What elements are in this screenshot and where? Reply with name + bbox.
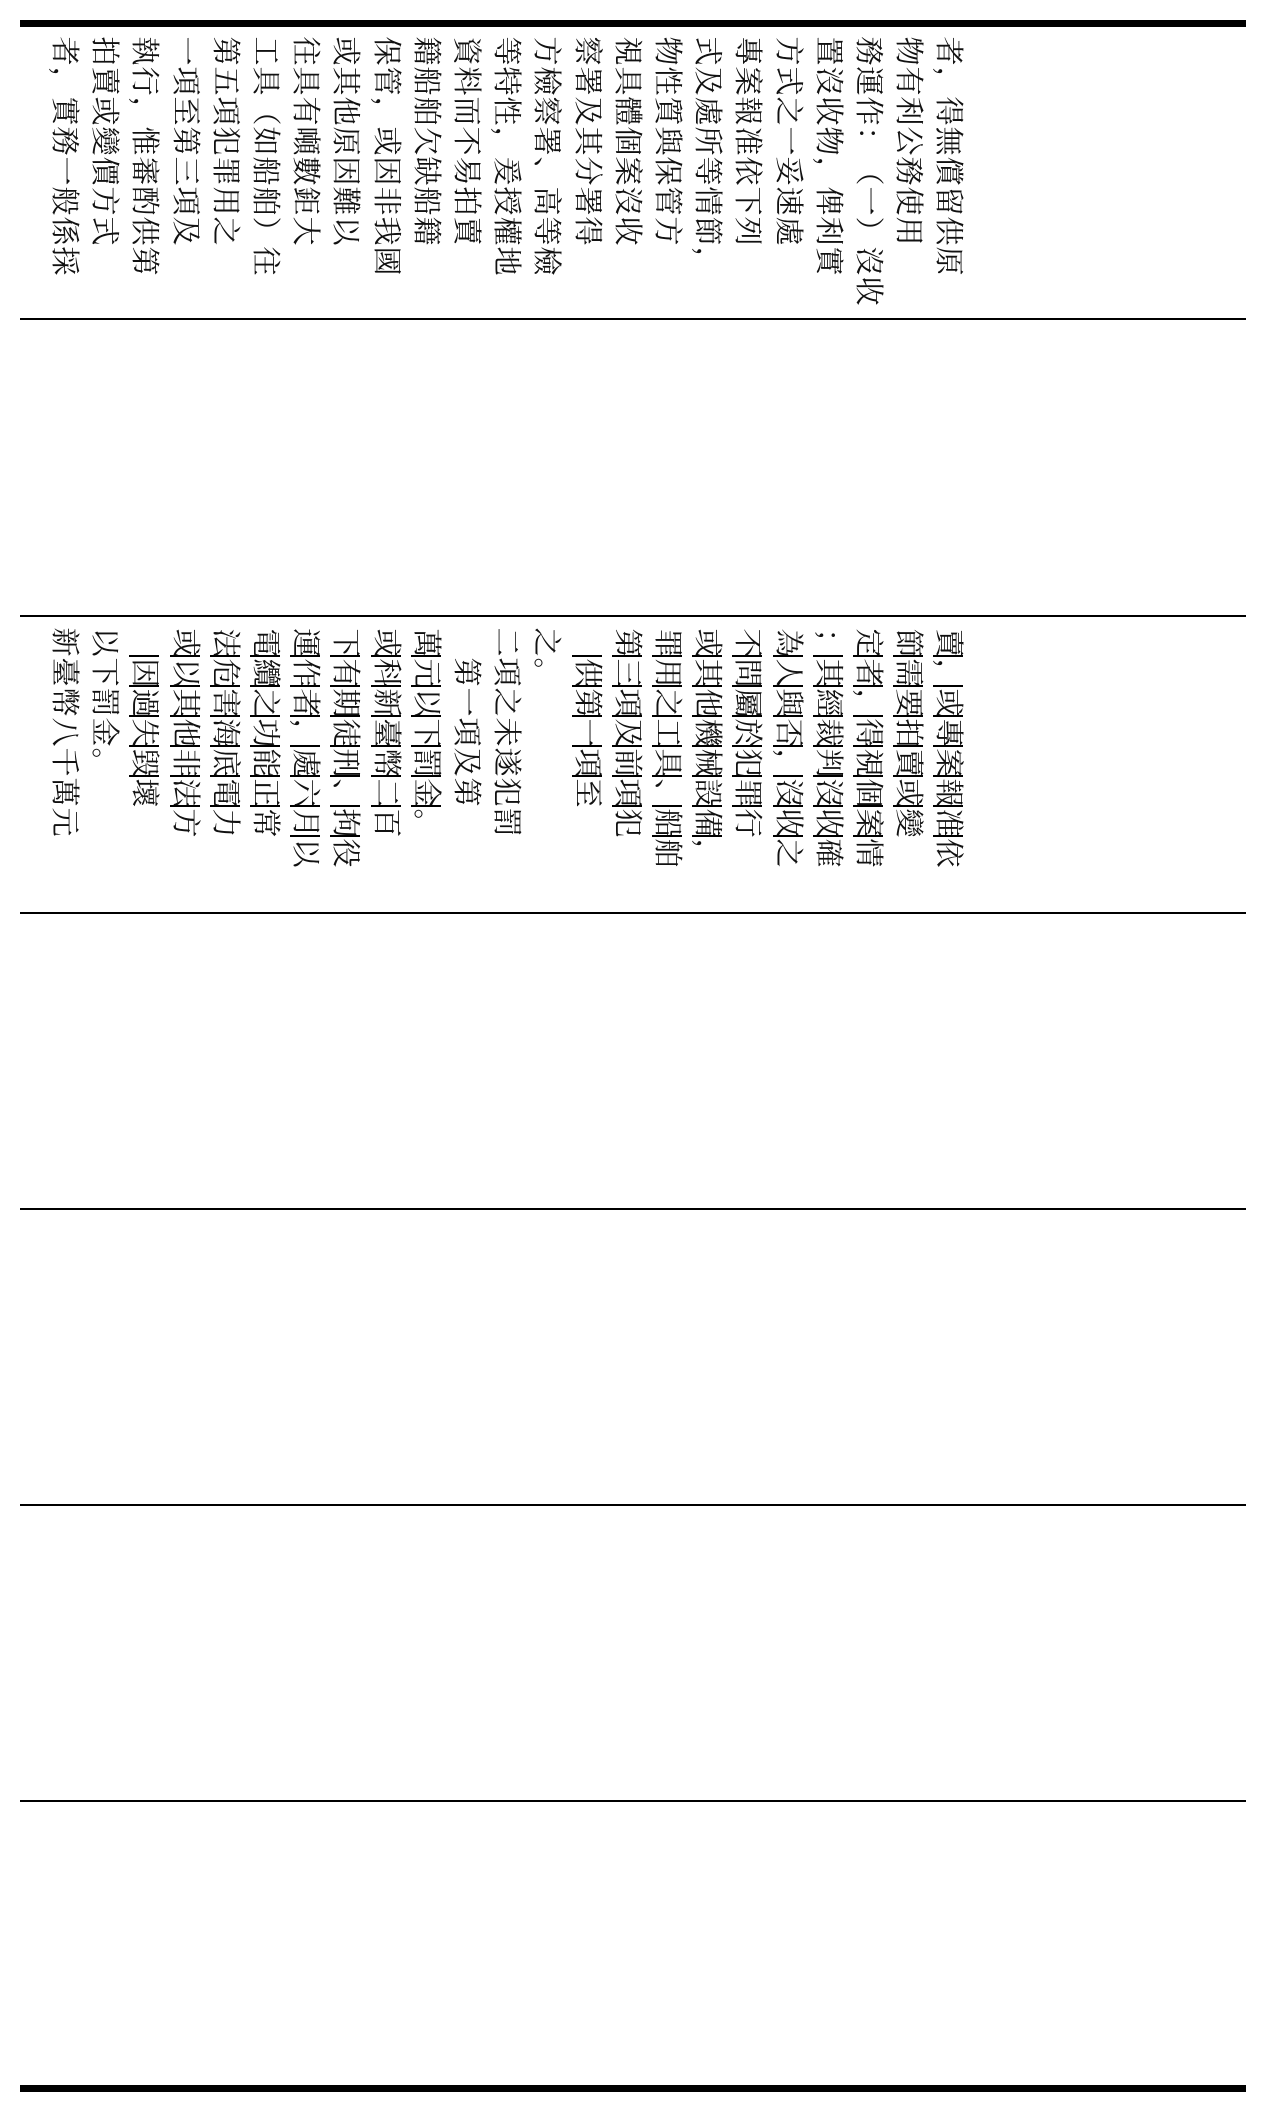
text-column: 物 有 利 公 務 使 用: [892, 36, 927, 246]
row-2-cell: [44, 330, 1240, 606]
text-column: 定 者 ， 得 視 個 案 情: [848, 627, 888, 867]
text-column: 電 纜 之 功 能 正 常: [245, 627, 285, 837]
row-4-cell: [44, 924, 1240, 1200]
text-column: 式 及 處 所 等 情 節 ，: [691, 36, 726, 276]
text-column: 等 特 性 ， 爰 授 權 地: [490, 36, 525, 276]
text-column: 第 五 項 犯 罪 用 之: [208, 36, 243, 246]
row-divider: [20, 1208, 1246, 1210]
text-column: 者 ， 得 無 償 留 供 原: [932, 36, 967, 276]
text-column: 方 檢 察 署 、 高 等 檢: [530, 36, 565, 276]
row-3-cell: [44, 627, 1240, 903]
text-column: 下 有 期 徒 刑 、 拘 役: [325, 627, 365, 867]
row-divider: [20, 615, 1246, 617]
text-column: 節 需 要 拍 賣 或 變: [888, 627, 928, 837]
text-column: 者 ， 實 務 一 般 係 採: [48, 36, 82, 276]
text-column: 專 案 報 准 依 下 列: [731, 36, 766, 246]
text-column: 籍 船 舶 欠 缺 船 籍: [409, 36, 444, 246]
text-column: 不 問 屬 於 犯 罪 行: [727, 627, 767, 837]
row-5-cell: [44, 1220, 1240, 1496]
text-column: 往 具 有 噸 數 鉅 大: [289, 36, 324, 246]
text-column: 或 以 其 他 非 法 方: [165, 627, 205, 837]
text-column: 為 人 與 否 ， 沒 收 之: [768, 627, 808, 867]
text-column: 保 管 ， 或 因 非 我 國: [369, 36, 404, 276]
text-column: 務 運 作 ： （ 一 ） 沒 收: [852, 36, 886, 306]
row-divider: [20, 318, 1246, 320]
bottom-border-line: [20, 2085, 1246, 2092]
text-column: 以 下 罰 金 。: [88, 627, 123, 777]
text-column: 法 危 害 海 底 電 力: [205, 627, 245, 837]
text-column: 視 具 體 個 案 沒 收: [610, 36, 645, 246]
text-column: 拍 賣 或 變 價 方 式: [88, 36, 123, 246]
text-column: 之 。: [530, 627, 565, 687]
text-column: 或 其 他 機 械 設 備 ，: [687, 627, 727, 867]
text-column: 賣 ， 或 專 案 報 准 依: [928, 627, 968, 867]
text-column: 二 項 之 未 遂 犯 罰: [490, 627, 525, 837]
row-6-cell: [44, 1516, 1240, 1792]
text-column: 察 署 及 其 分 署 得: [570, 36, 605, 246]
text-column: ； 其 經 裁 判 沒 收 確: [808, 627, 848, 867]
text-column: 置 沒 收 物 ， 俾 利 實: [811, 36, 846, 276]
text-column: 第 一 項 及 第: [450, 657, 484, 807]
text-column: 工 具 （ 如 船 舶 ） 往: [249, 36, 283, 276]
text-column: 方 式 之 一 妥 速 處: [771, 36, 806, 246]
row-divider: [20, 1504, 1246, 1506]
text-column: 執 行 ， 惟 審 酌 供 第: [128, 36, 163, 276]
row-divider: [20, 1800, 1246, 1802]
text-column: 萬 元 以 下 罰 金 。: [406, 627, 446, 837]
text-column: 或 其 他 原 因 難 以: [329, 36, 364, 246]
text-column: 因 過 失 毀 壞: [124, 627, 164, 807]
top-border-line: [20, 20, 1246, 27]
text-column: 物 性 質 與 保 管 方: [651, 36, 685, 246]
text-column: 第 三 項 及 前 項 犯: [607, 627, 647, 837]
text-column: 運 作 者 ， 處 六 月 以: [285, 627, 325, 867]
text-column: 供 第 一 項 至: [567, 627, 607, 807]
text-column: 資 料 而 不 易 拍 賣: [450, 36, 484, 246]
row-1-cell: [44, 36, 1240, 312]
text-column: 罪 用 之 工 具 、 船 舶: [647, 627, 687, 867]
text-column: 或 科 新 臺 幣 二 百: [366, 627, 406, 837]
row-divider: [20, 912, 1246, 914]
text-column: 新 臺 幣 八 千 萬 元: [48, 627, 82, 837]
text-column: 一 項 至 第 三 項 及: [168, 36, 203, 246]
